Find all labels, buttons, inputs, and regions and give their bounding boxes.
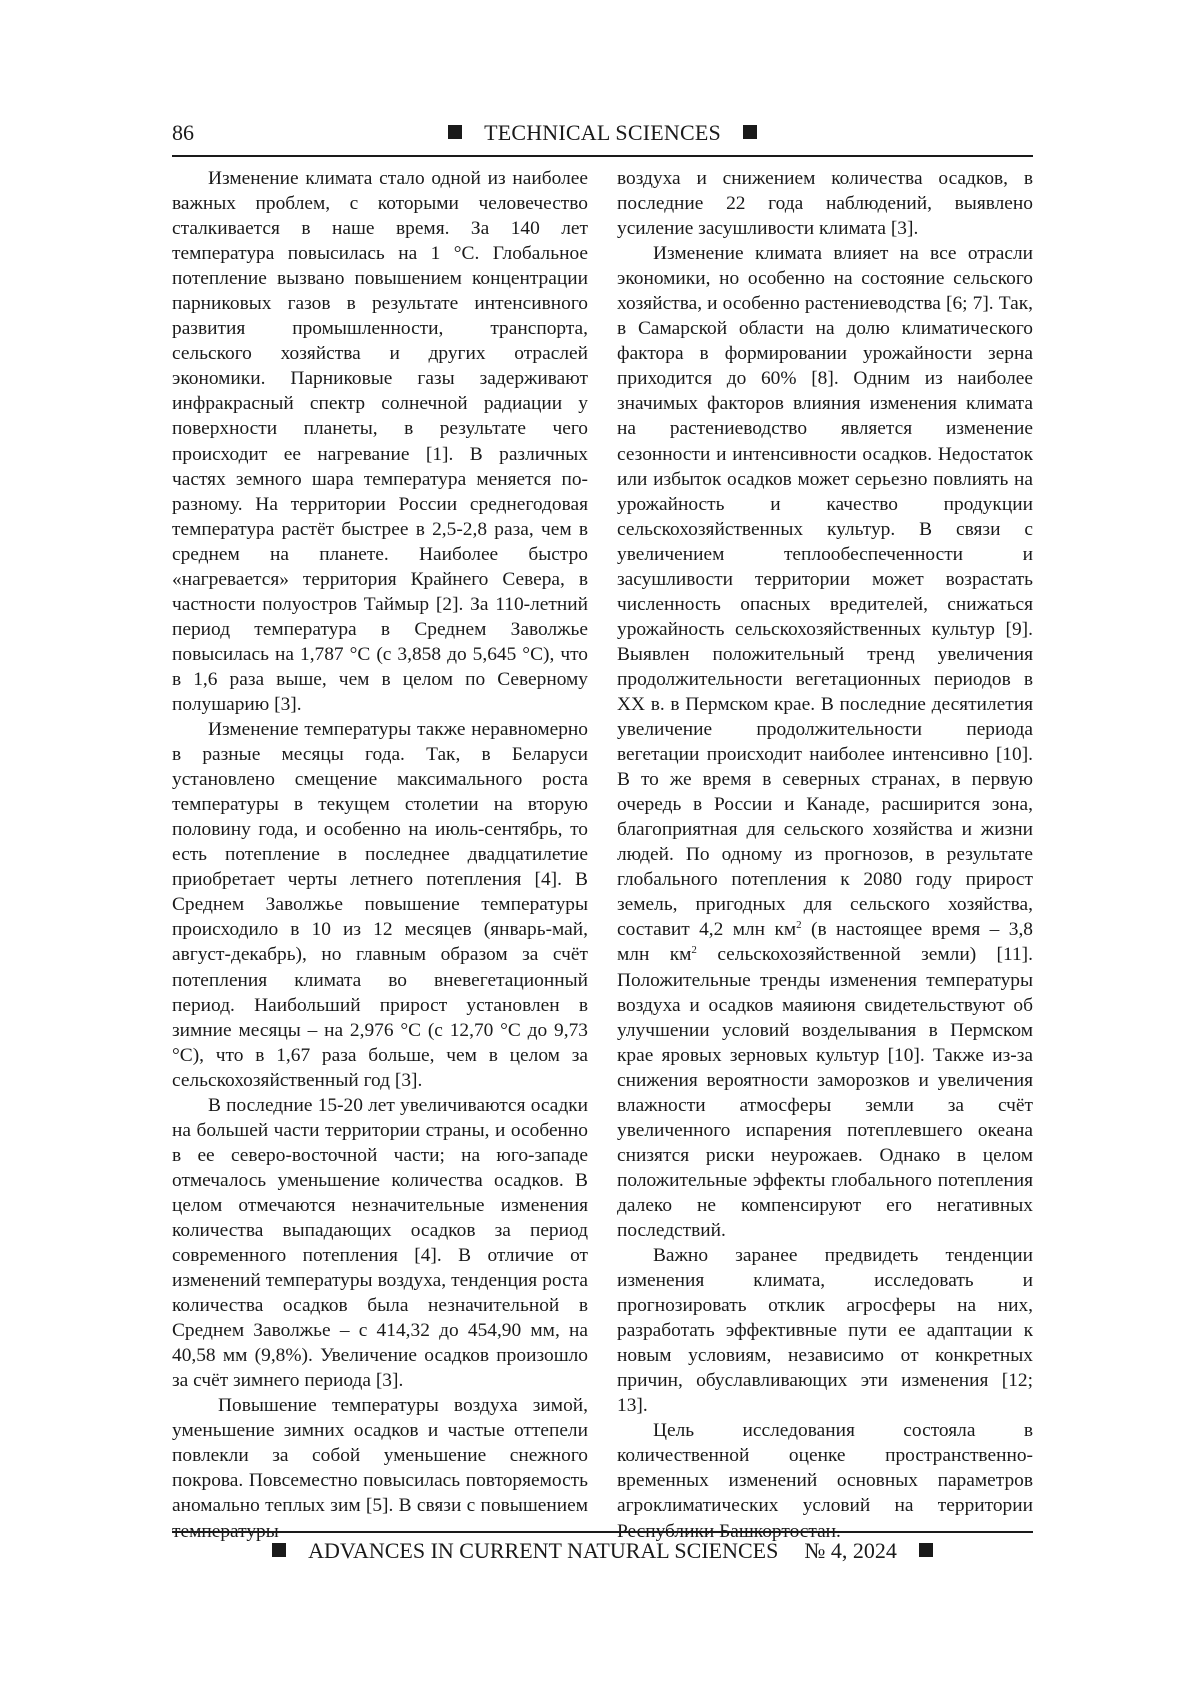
page-number: 86 (172, 120, 194, 146)
text-run: Изменение климата влияет на все отрасли экономики, но особенно на состояние сельского хозяйства, и особенно растениеводства [6; 7]. Так, в Самарской области на долю климатического фактора в формировании урожайности зерна приходится до 60% [8]. Одним из наиболее значимых факторов влияния изменения климата на растениеводство является изменение сезонности и интенсивности осадков. Недостаток или избыток осадков может серьезно повлиять на урожайность и качество продукции сельскохозяйственных культур. В связи с увеличением теплообеспеченности и засушливости территории может возрастать численность опасных вредителей, снижаться урожайность сельскохозяйственных культур [9]. Выявлен положительный тренд увеличения продолжительности вегетационных периодов в XX в. в Пермском крае. В последние десятилетия увеличение продолжительности периода вегетации происходит наиболее интенсивно [10]. В то же время в северных странах, в первую очередь в России и Канаде, расширится зона, благоприятная для сельского хозяйства и жизни людей. По одному из прогнозов, в результате глобального потепления к 2080 году прирост земель, пригодных для сельского хозяйства, составит 4,2 млн км (617, 243, 1033, 940)
journal-title: ADVANCES IN CURRENT NATURAL SCIENCES (308, 1538, 778, 1563)
black-square-icon (743, 125, 757, 139)
running-head (172, 120, 1033, 146)
superscript: 2 (796, 919, 802, 931)
paragraph: Повышение температуры воздуха зимой, уменьшение зимних осадков и частые оттепели повлекли за собой уменьшение снежного покрова. Повсеместно повысилась повторяемость аномально теплых зим [5]. В связи с повышением (172, 1393, 588, 1543)
footer-rule (172, 1531, 1033, 1533)
black-square-icon (448, 125, 462, 139)
page-footer (172, 1538, 1033, 1564)
paragraph-continuation: воздуха и снижением количества осадков, в последние 22 года наблюдений, выявлено усиление засушливости климата [3]. (617, 166, 1033, 241)
paragraph: В последние 15-20 лет увеличиваются осадки на большей части территории страны, и особенно в ее северо-восточной части; на юго-западе отмечалось уменьшение количества осадков. В целом отмечаются незначительные изменения количества выпадающих осадков за период современного потепления [4]. В отличие от изменений температуры воздуха, тенденция роста количества осадков была незначительной в Среднем Заволжье – с 414,32 до 454,90 мм, на 40,58 мм (9,8%). Увеличение осадков произошло за счёт зимнего периода [3]. (172, 1093, 588, 1394)
text-run: (в настоящее время – 3,8 млн км (617, 919, 1033, 965)
paragraph (617, 241, 1033, 1243)
paragraph: Цель исследования состояла в количественной оценке пространственно-временных изменений основных параметров агроклиматических условий на территории (617, 1418, 1033, 1543)
issue-number: № 4, 2024 (804, 1538, 897, 1563)
text-run: сельскохозяйственной земли) [11]. Положительные тренды изменения температуры воздуха и осадков маяиюня свидетельствуют об улучшении условий возделывания в Пермском крае яровых зерновых культур [10]. Также из-за снижения вероятности заморозков и увеличения влажности атмосферы земли за счёт увеличенного испарения потеплевшего океана снизятся риски неурожаев. Однако в целом положительные эффекты глобального потепления далеко не компенсируют его негативных последствий. (617, 944, 1033, 1241)
page-header (172, 118, 1033, 154)
paragraph: Изменение температуры также неравномерно в разные месяцы года. Так, в Беларуси установлено смещение максимального роста температуры в текущем столетии на вторую половину года, и особенно на июль-сентябрь, то есть потепление в последнее двадцатилетие приобретает черты летнего потепления [4]. В Среднем Заволжье повышение температуры происходило в 10 из 12 месяцев (январь-май, август-декабрь), но главным образом за счёт потепления климата во вневегетационный период. Наибольший прирост установлен в зимние месяцы – на 2,976 °С (с 12,70 °С до 9,73 °С), что в 1,67 раза больше, чем в целом за сельскохозяйственный год [3]. (172, 717, 588, 1093)
section-title: TECHNICAL SCIENCES (484, 120, 721, 145)
black-square-icon (919, 1543, 933, 1557)
superscript: 2 (691, 944, 697, 956)
header-rule (172, 155, 1033, 157)
right-column (617, 166, 1033, 1544)
left-column (172, 166, 588, 1544)
journal-page (0, 0, 1200, 1698)
black-square-icon (272, 1543, 286, 1557)
paragraph: Изменение климата стало одной из наиболее важных проблем, с которыми человечество сталкивается в наше время. За 140 лет температура повысилась на 1 °С. Глобальное потепление вызвано повышением концентрации парниковых газов в результате интенсивного развития промышленности, транспорта, сельского хозяйства и других отраслей экономики. Парниковые газы задерживают инфракрасный спектр солнечной радиации у поверхности планеты, в результате чего происходит ее нагревание [1]. В различных частях земного шара температура меняется по-разному. На территории России среднегодовая температура растёт быстрее в 2,5-2,8 раза, чем в среднем на планете. Наиболее быстро «нагревается» территория Крайнего Севера, в частности полуостров Таймыр [2]. За 110-летний период температура в Среднем Заволжье повысилась на 1,787 °С (с 3,858 до 5,645 °С), что в 1,6 раза выше, чем в целом по Северному полушарию [3]. (172, 166, 588, 717)
paragraph: Важно заранее предвидеть тенденции изменения климата, исследовать и прогнозировать отклик агросферы на них, разработать эффективные пути ее адаптации к новым условиям, независимо от конкретных причин, обуславливающих эти изменения [12; 13]. (617, 1243, 1033, 1418)
